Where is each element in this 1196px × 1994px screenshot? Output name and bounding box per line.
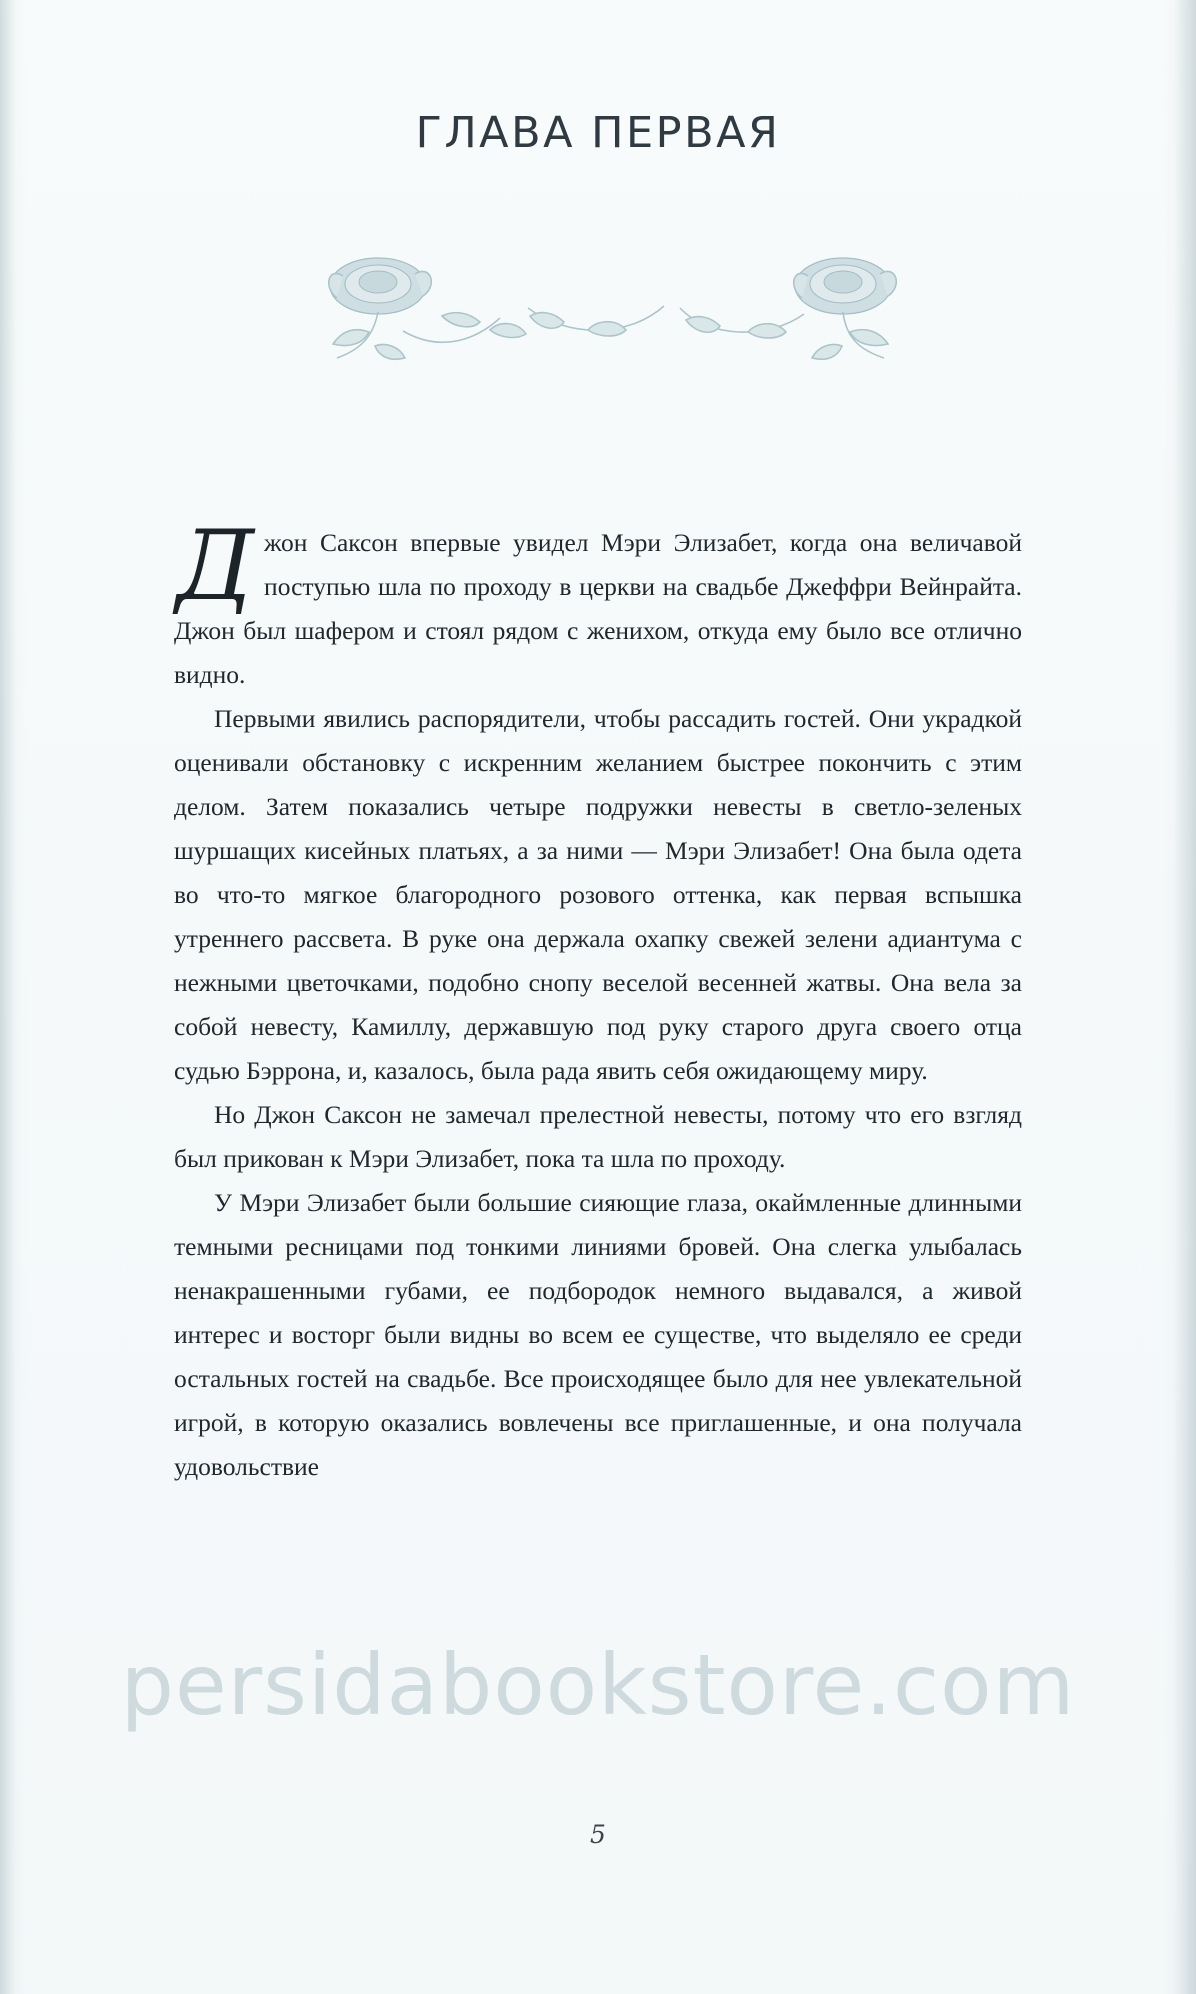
- paragraph: [174, 510, 1022, 697]
- paragraph: У Мэри Элизабет были большие сияющие глаза, окаймленные длинными темными ресницами под тонкими линиями бровей. Она слегка улыбалась ненакрашенными губами, ее подбородок немного выдавался, а живой интерес и восторг были видны во всем ее существе, что выделяло ее среди остальных гостей на свадьбе. Все происходящее было для нее увлекательной игрой, в которую оказались вовлечены все приглашенные, и она получала удовольствие: [174, 1188, 1022, 1481]
- page-number: 5: [590, 1820, 606, 1849]
- watermark: persidabookstore.com: [120, 1636, 1076, 1734]
- page-title: ГЛАВА ПЕРВАЯ: [415, 108, 781, 158]
- body-text: [174, 510, 1022, 1489]
- ornament-divider: [0, 221, 1196, 371]
- rose-vine-ornament: [228, 226, 968, 366]
- paragraph: Первыми явились распорядители, чтобы рассадить гостей. Они украдкой оценивали обстановку с искренним желанием быстрее покончить с этим делом. Затем показались четыре подружки невесты в светло-зеленых шуршащих кисейных платьях, а за ними — Мэри Элизабет! Она была одета во что-то мягкое благородного розового оттенка, как первая вспышка утреннего рассвета. В руке она держала охапку свежей зелени адиантума с нежными цветочками, подобно снопу веселой весенней жатвы. Она вела за собой невесту, Камиллу, державшую под руку старого друга своего отца судью Бэррона, и, казалось, была рада явить себя ожидающему миру.: [174, 704, 1022, 1085]
- paragraph: Но Джон Саксон не замечал прелестной невесты, потому что его взгляд был прикован к Мэри Элизабет, пока та шла по проходу.: [174, 1100, 1022, 1173]
- drop-cap: Д: [176, 510, 255, 622]
- paragraph-text: жон Саксон впервые увидел Мэри Элизабет, когда она величавой поступью шла по проходу в церкви на свадьбе Джеффри Вейнрайта. Джон был шафером и стоял рядом с женихом, откуда ему было все отлично видно.: [174, 528, 1022, 689]
